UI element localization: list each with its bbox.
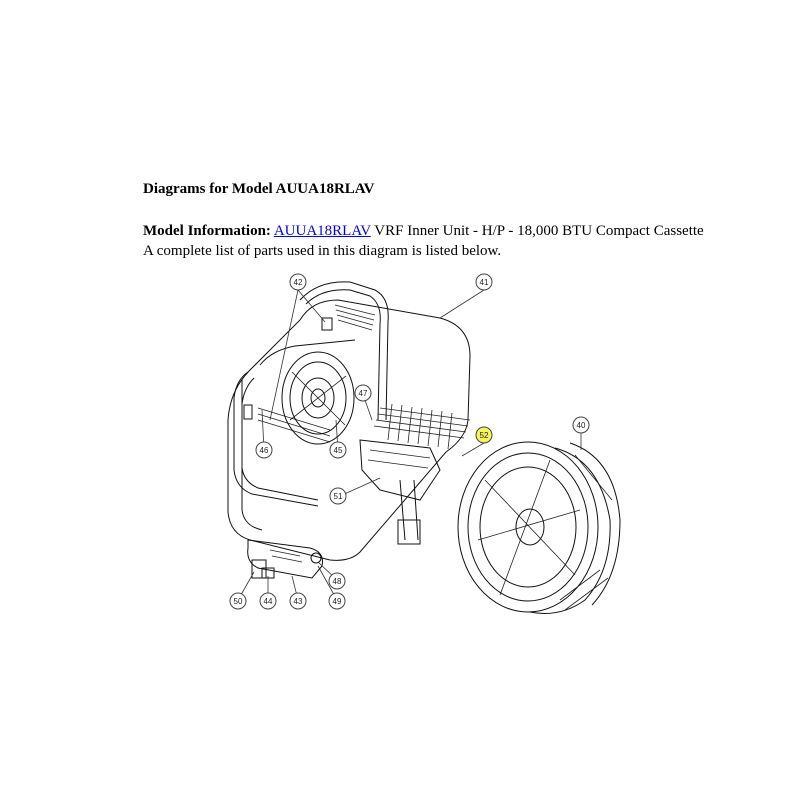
- model-description: VRF Inner Unit - H/P - 18,000 BTU Compact Cassette: [370, 223, 704, 239]
- svg-text:47: 47: [358, 389, 368, 398]
- model-information-label: Model Information:: [143, 223, 271, 239]
- model-link[interactable]: AUUA18RLAV: [273, 223, 371, 239]
- svg-text:40: 40: [576, 421, 586, 430]
- svg-text:44: 44: [263, 597, 273, 606]
- callout-45[interactable]: [330, 442, 346, 458]
- callout-52[interactable]: [476, 427, 492, 443]
- callout-41[interactable]: [476, 274, 492, 290]
- callout-48[interactable]: [329, 573, 345, 589]
- housing-drawing: [228, 282, 470, 561]
- callout-42[interactable]: [290, 274, 306, 290]
- parts-list-note: A complete list of parts used in this diagram is listed below.: [143, 243, 502, 259]
- page-heading: Diagrams for Model AUUA18RLAV: [143, 181, 375, 197]
- svg-text:46: 46: [259, 446, 269, 455]
- grille-drawing: [458, 442, 620, 614]
- callout-49[interactable]: [329, 593, 345, 609]
- svg-text:42: 42: [293, 278, 303, 287]
- callout-40[interactable]: [573, 417, 589, 433]
- callout-44[interactable]: [260, 593, 276, 609]
- svg-text:50: 50: [233, 597, 243, 606]
- svg-text:41: 41: [479, 278, 489, 287]
- small-parts-drawing: [248, 540, 323, 578]
- svg-text:52: 52: [479, 431, 489, 440]
- callout-43[interactable]: [290, 593, 306, 609]
- callout-50[interactable]: [230, 593, 246, 609]
- callout-46[interactable]: [256, 442, 272, 458]
- svg-text:43: 43: [293, 597, 303, 606]
- callout-47[interactable]: [355, 385, 371, 401]
- svg-text:48: 48: [332, 577, 342, 586]
- svg-text:49: 49: [332, 597, 342, 606]
- svg-text:51: 51: [333, 492, 343, 501]
- callout-51[interactable]: [330, 488, 346, 504]
- svg-text:45: 45: [333, 446, 343, 455]
